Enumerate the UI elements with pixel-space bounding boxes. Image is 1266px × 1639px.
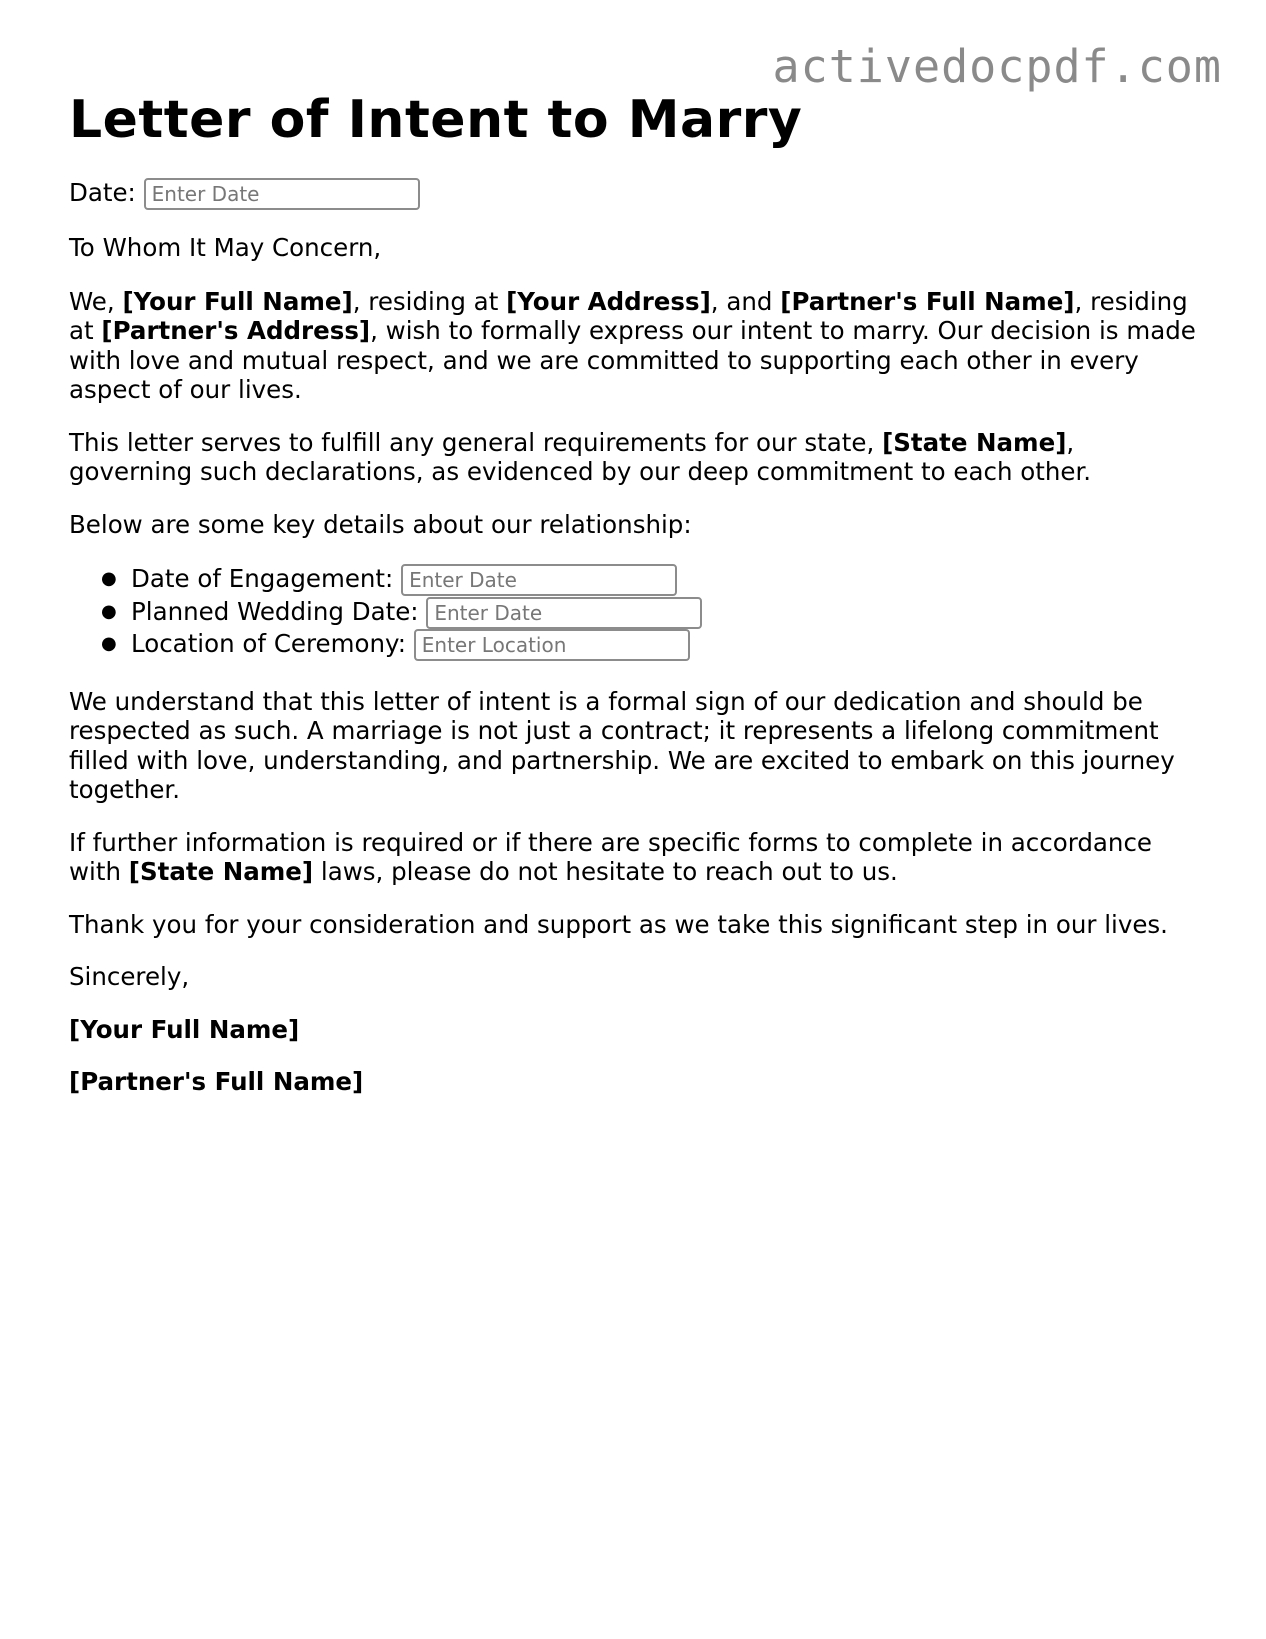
list-item (101, 596, 1199, 629)
state-rest: , governing such declarations, as evidenced by our deep commitment to each other. (69, 427, 1092, 486)
your-address-placeholder: [Your Address] (506, 286, 711, 316)
wedding-date-field[interactable]: Enter Date (426, 597, 702, 629)
bullet-icon: ● (101, 568, 117, 589)
ceremony-location-field[interactable]: Enter Location (414, 629, 690, 661)
engagement-label: Date of Engagement: (131, 564, 394, 593)
list-item (101, 628, 1199, 661)
list-item (101, 563, 1199, 596)
details-list (69, 563, 1199, 661)
watermark: activedocpdf.com (772, 40, 1222, 93)
your-name-placeholder: [Your Full Name] (122, 286, 353, 316)
intro-residing-1: , residing at (352, 286, 499, 316)
bullet-icon: ● (101, 633, 117, 654)
bullet-icon: ● (101, 600, 117, 622)
partner-name-placeholder: [Partner's Full Name] (780, 286, 1075, 316)
further-lead: If further information is required or if there are specific forms to complete in accordance with (69, 827, 1152, 886)
signature-your-name: [Your Full Name] (69, 1014, 300, 1044)
letter-page (69, 84, 1199, 1097)
state-name-placeholder-2: [State Name] (128, 857, 314, 886)
date-line (69, 178, 1199, 210)
thanks-paragraph: Thank you for your consideration and support as we take this significant step in our lives. (69, 909, 1168, 939)
signature-partner-name: [Partner's Full Name] (69, 1067, 364, 1096)
wedding-date-label: Planned Wedding Date: (131, 596, 419, 626)
state-paragraph (69, 428, 1199, 487)
greeting: To Whom It May Concern, (69, 233, 382, 262)
state-lead: This letter serves to fulfill any general requirements for our state, (69, 427, 875, 457)
intro-rest: , wish to formally express our intent to marry. Our decision is made with love and mutual respect, and we are committed to supporting each other in every aspect of our lives. (69, 316, 1196, 404)
details-intro: Below are some key details about our relationship: (69, 509, 692, 539)
intro-we: We, (69, 286, 115, 316)
page-title: Letter of Intent to Marry (69, 90, 803, 150)
engagement-date-field[interactable]: Enter Date (401, 564, 677, 596)
ceremony-location-label: Location of Ceremony: (131, 629, 406, 658)
further-rest: laws, please do not hesitate to reach out to us. (320, 857, 898, 886)
state-name-placeholder: [State Name] (882, 427, 1067, 457)
intro-paragraph (69, 287, 1199, 405)
partner-address-placeholder: [Partner's Address] (101, 316, 371, 345)
intro-and: , and (710, 286, 773, 316)
understand-paragraph: We understand that this letter of intent is a formal sign of our dedication and should be respected as such. A marriage is not just a contract; it represents a lifelong commitment filled with love, understanding, and partnership. We are excited to embark on this journey together. (69, 686, 1175, 804)
closing: Sincerely, (69, 962, 190, 991)
date-label: Date: (69, 178, 136, 207)
intro-residing-2: , residing at (69, 286, 1188, 345)
date-field[interactable]: Enter Date (144, 178, 420, 210)
further-paragraph (69, 828, 1199, 887)
